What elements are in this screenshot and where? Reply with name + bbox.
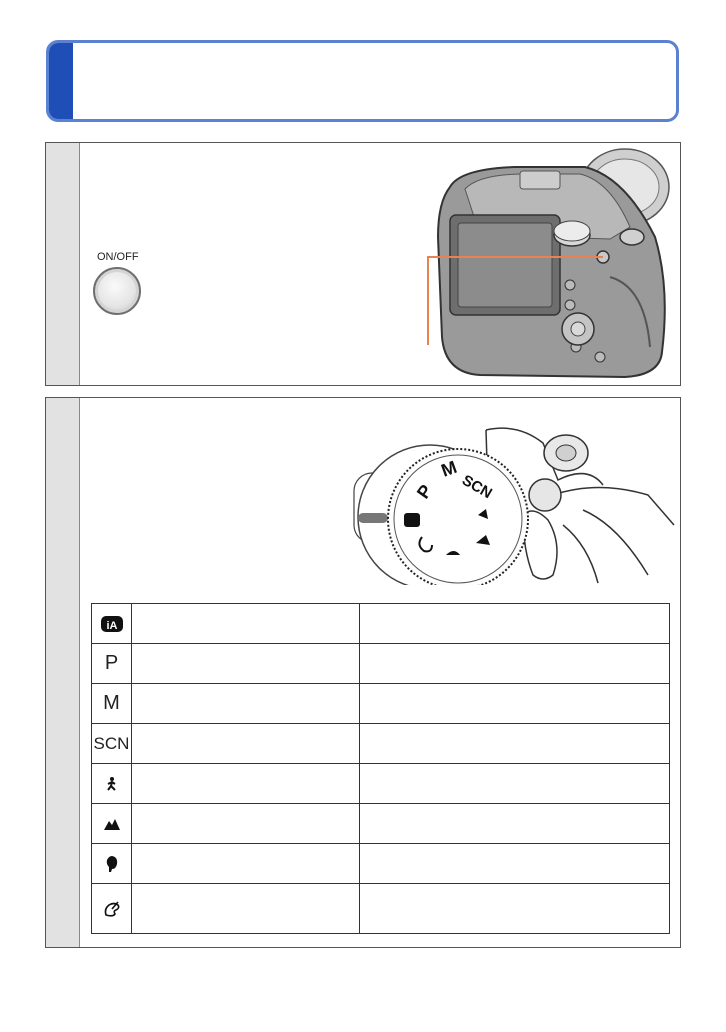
mode-name-cell (132, 804, 360, 844)
scene-mode-icon: SCN (92, 724, 132, 764)
mode-dial-illustration (348, 425, 676, 585)
mode-table (91, 603, 670, 934)
table-row (92, 844, 670, 884)
mode-desc-cell (360, 804, 670, 844)
mode-name-cell (132, 884, 360, 934)
table-row (92, 644, 670, 684)
camera-illustration (420, 147, 672, 379)
mode-name-cell (132, 604, 360, 644)
mode-desc-cell (360, 724, 670, 764)
banner-accent (49, 43, 73, 119)
step-1-bar (46, 143, 80, 385)
mode-desc-cell (360, 604, 670, 644)
scenery-mode-icon (92, 804, 132, 844)
svg-text:iA: iA (106, 619, 117, 632)
mode-name-cell (132, 684, 360, 724)
table-row (92, 884, 670, 934)
table-row (92, 764, 670, 804)
mode-name-cell (132, 844, 360, 884)
mode-name-cell (132, 724, 360, 764)
portrait-mode-icon (92, 844, 132, 884)
dial-label-m: M (438, 456, 460, 481)
table-row (92, 724, 670, 764)
sports-mode-icon (92, 764, 132, 804)
intelligent-auto-icon (92, 604, 132, 644)
manual-exposure-icon: M (92, 684, 132, 724)
on-off-label: ON/OFF (97, 251, 139, 263)
table-row (92, 804, 670, 844)
mode-desc-cell (360, 644, 670, 684)
program-ae-icon: P (92, 644, 132, 684)
table-row (92, 604, 670, 644)
creative-control-icon (92, 884, 132, 934)
on-off-button[interactable] (93, 267, 141, 315)
mode-name-cell (132, 764, 360, 804)
table-row (92, 684, 670, 724)
dial-label-scn: SCN (459, 471, 495, 503)
title-banner (46, 40, 679, 122)
mode-desc-cell (360, 684, 670, 724)
mode-desc-cell (360, 764, 670, 804)
mode-desc-cell (360, 844, 670, 884)
dial-label-p: P (412, 480, 437, 503)
step-2-bar (46, 398, 80, 947)
mode-name-cell (132, 644, 360, 684)
mode-desc-cell (360, 884, 670, 934)
